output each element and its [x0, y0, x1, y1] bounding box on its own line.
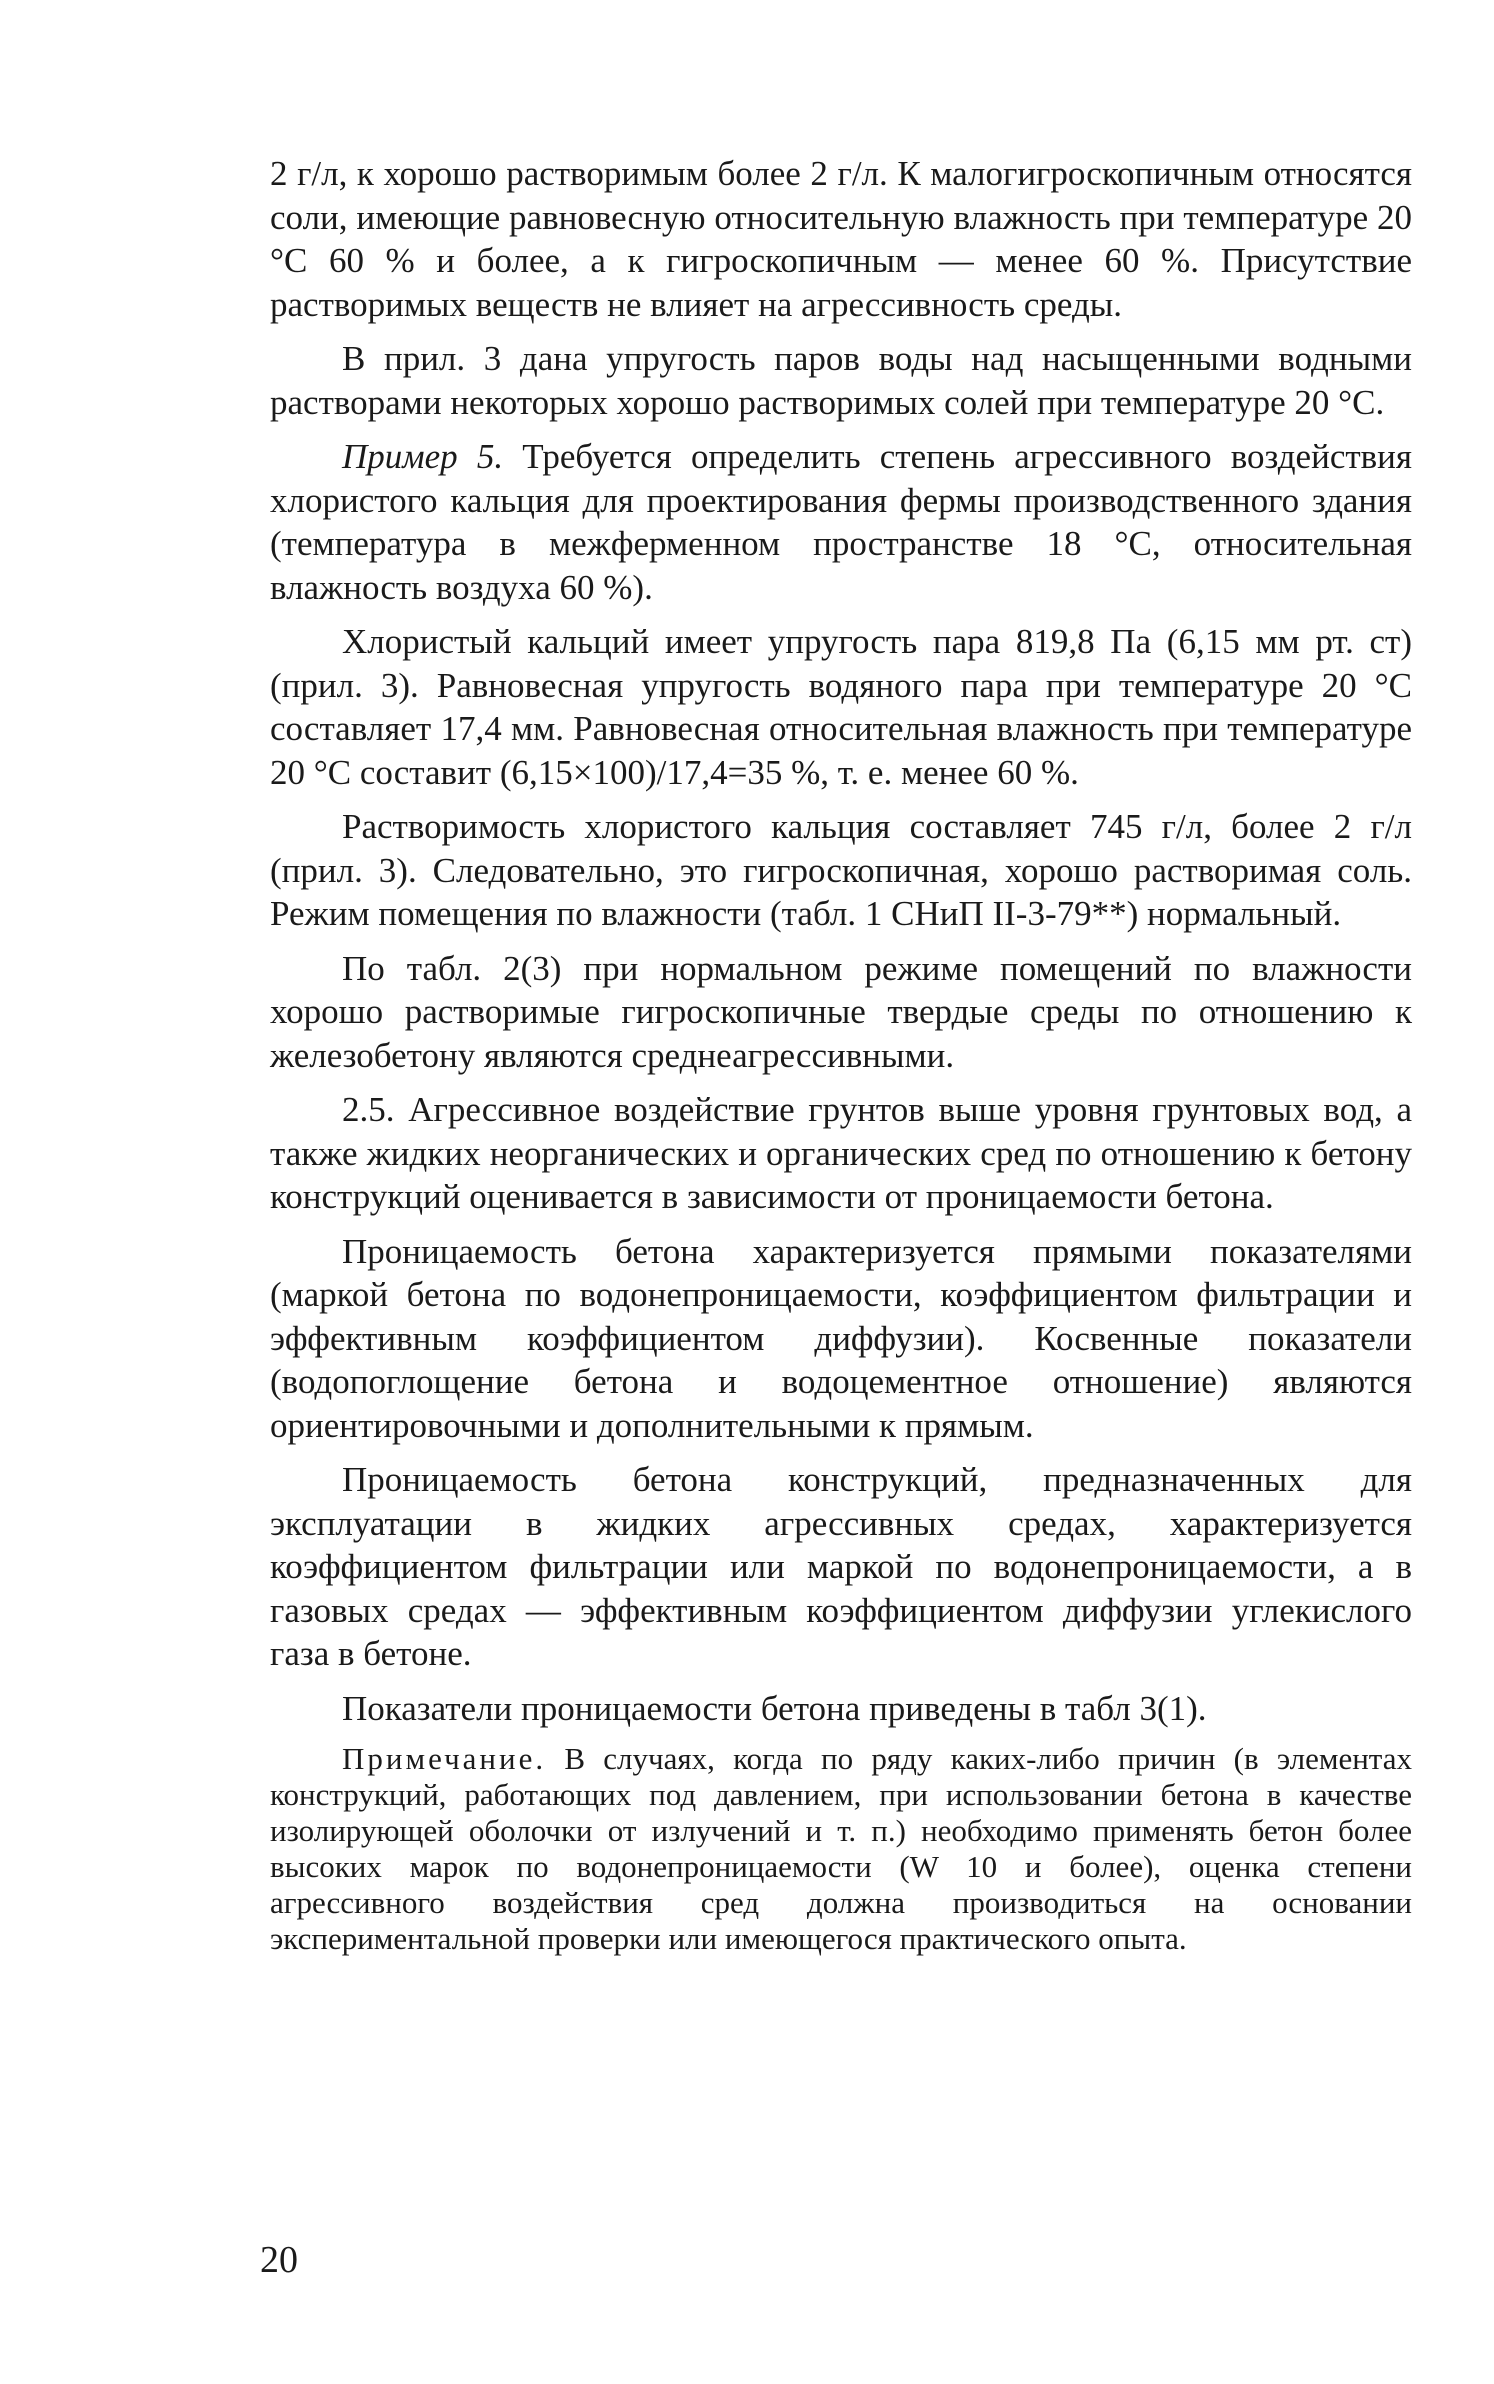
page-number: 20: [260, 2239, 298, 2281]
paragraph-8: Проницаемость бетона характеризуется прямыми показателями (маркой бетона по водонепроницаемости, коэффициентом фильтрации и эффективным коэффициентом диффузии). Косвенные показатели (водопоглощение бетона и водоцементное отношение) являются ориентировочными и дополнительными к прямым.: [270, 1231, 1412, 1445]
paragraph-5: Растворимость хлористого кальция составляет 745 г/л, более 2 г/л (прил. 3). Следовательно, это гигроскопичная, хорошо растворимая соль. Режим помещения по влажности (табл. 1 СНиП II-3-79**) нормальный.: [270, 807, 1412, 933]
paragraph-6: По табл. 2(3) при нормальном режиме помещений по влажности хорошо растворимые гигроскопичные твердые среды по отношению к железобетону являются среднеагрессивными.: [270, 948, 1412, 1075]
note-paragraph: Примечание. В случаях, когда по ряду каких-либо причин (в элементах конструкций, работающих под давлением, при использовании бетона в качестве изолирующей оболочки от излучений и т. п.) необходимо применять бетон более высоких марок по водонепроницаемости (W 10 и более), оценка степени агрессивного воздействия сред должна производиться на основании экспериментальной проверки или имеющегося практического опыта.: [270, 1741, 1412, 1956]
paragraph-example-5: Пример 5. Требуется определить степень агрессивного воздействия хлористого кальция для проектирования фермы производственного здания (температура в межферменном пространстве 18 °С, относительная влажность воздуха 60 %).: [270, 437, 1412, 607]
page-body: [270, 152, 1412, 1968]
paragraph-2: В прил. 3 дана упругость паров воды над насыщенными водными растворами некоторых хорошо растворимых солей при температуре 20 °С.: [270, 339, 1412, 422]
paragraph-10: Показатели проницаемости бетона приведены в табл 3(1).: [342, 1688, 1207, 1728]
paragraph-section-2-5: 2.5. Агрессивное воздействие грунтов выше уровня грунтовых вод, а также жидких неорганических и органических сред по отношению к бетону конструкций оценивается в зависимости от проницаемости бетона.: [270, 1090, 1412, 1216]
paragraph-4: Хлористый кальций имеет упругость пара 819,8 Па (6,15 мм рт. ст) (прил. 3). Равновесная упругость водяного пара при температуре 20 °С составляет 17,4 мм. Равновесная относительная влажность при температуре 20 °С составит (6,15×100)/17,4=35 %, т. е. менее 60 %.: [270, 622, 1412, 792]
paragraph-1: 2 г/л, к хорошо растворимым более 2 г/л. К малогигроскопичным относятся соли, имеющие равновесную относительную влажность при температуре 20 °С 60 % и более, а к гигроскопичным — менее 60 %. Присутствие растворимых веществ не влияет на агрессивность среды.: [270, 154, 1412, 324]
paragraph-9: Проницаемость бетона конструкций, предназначенных для эксплуатации в жидких агрессивных средах, характеризуется коэффициентом фильтрации или маркой по водонепроницаемости, а в газовых средах — эффективным коэффициентом диффузии углекислого газа в бетоне.: [270, 1460, 1412, 1673]
note-label: Примечание.: [342, 1741, 547, 1776]
example-label: Пример 5.: [342, 437, 504, 476]
